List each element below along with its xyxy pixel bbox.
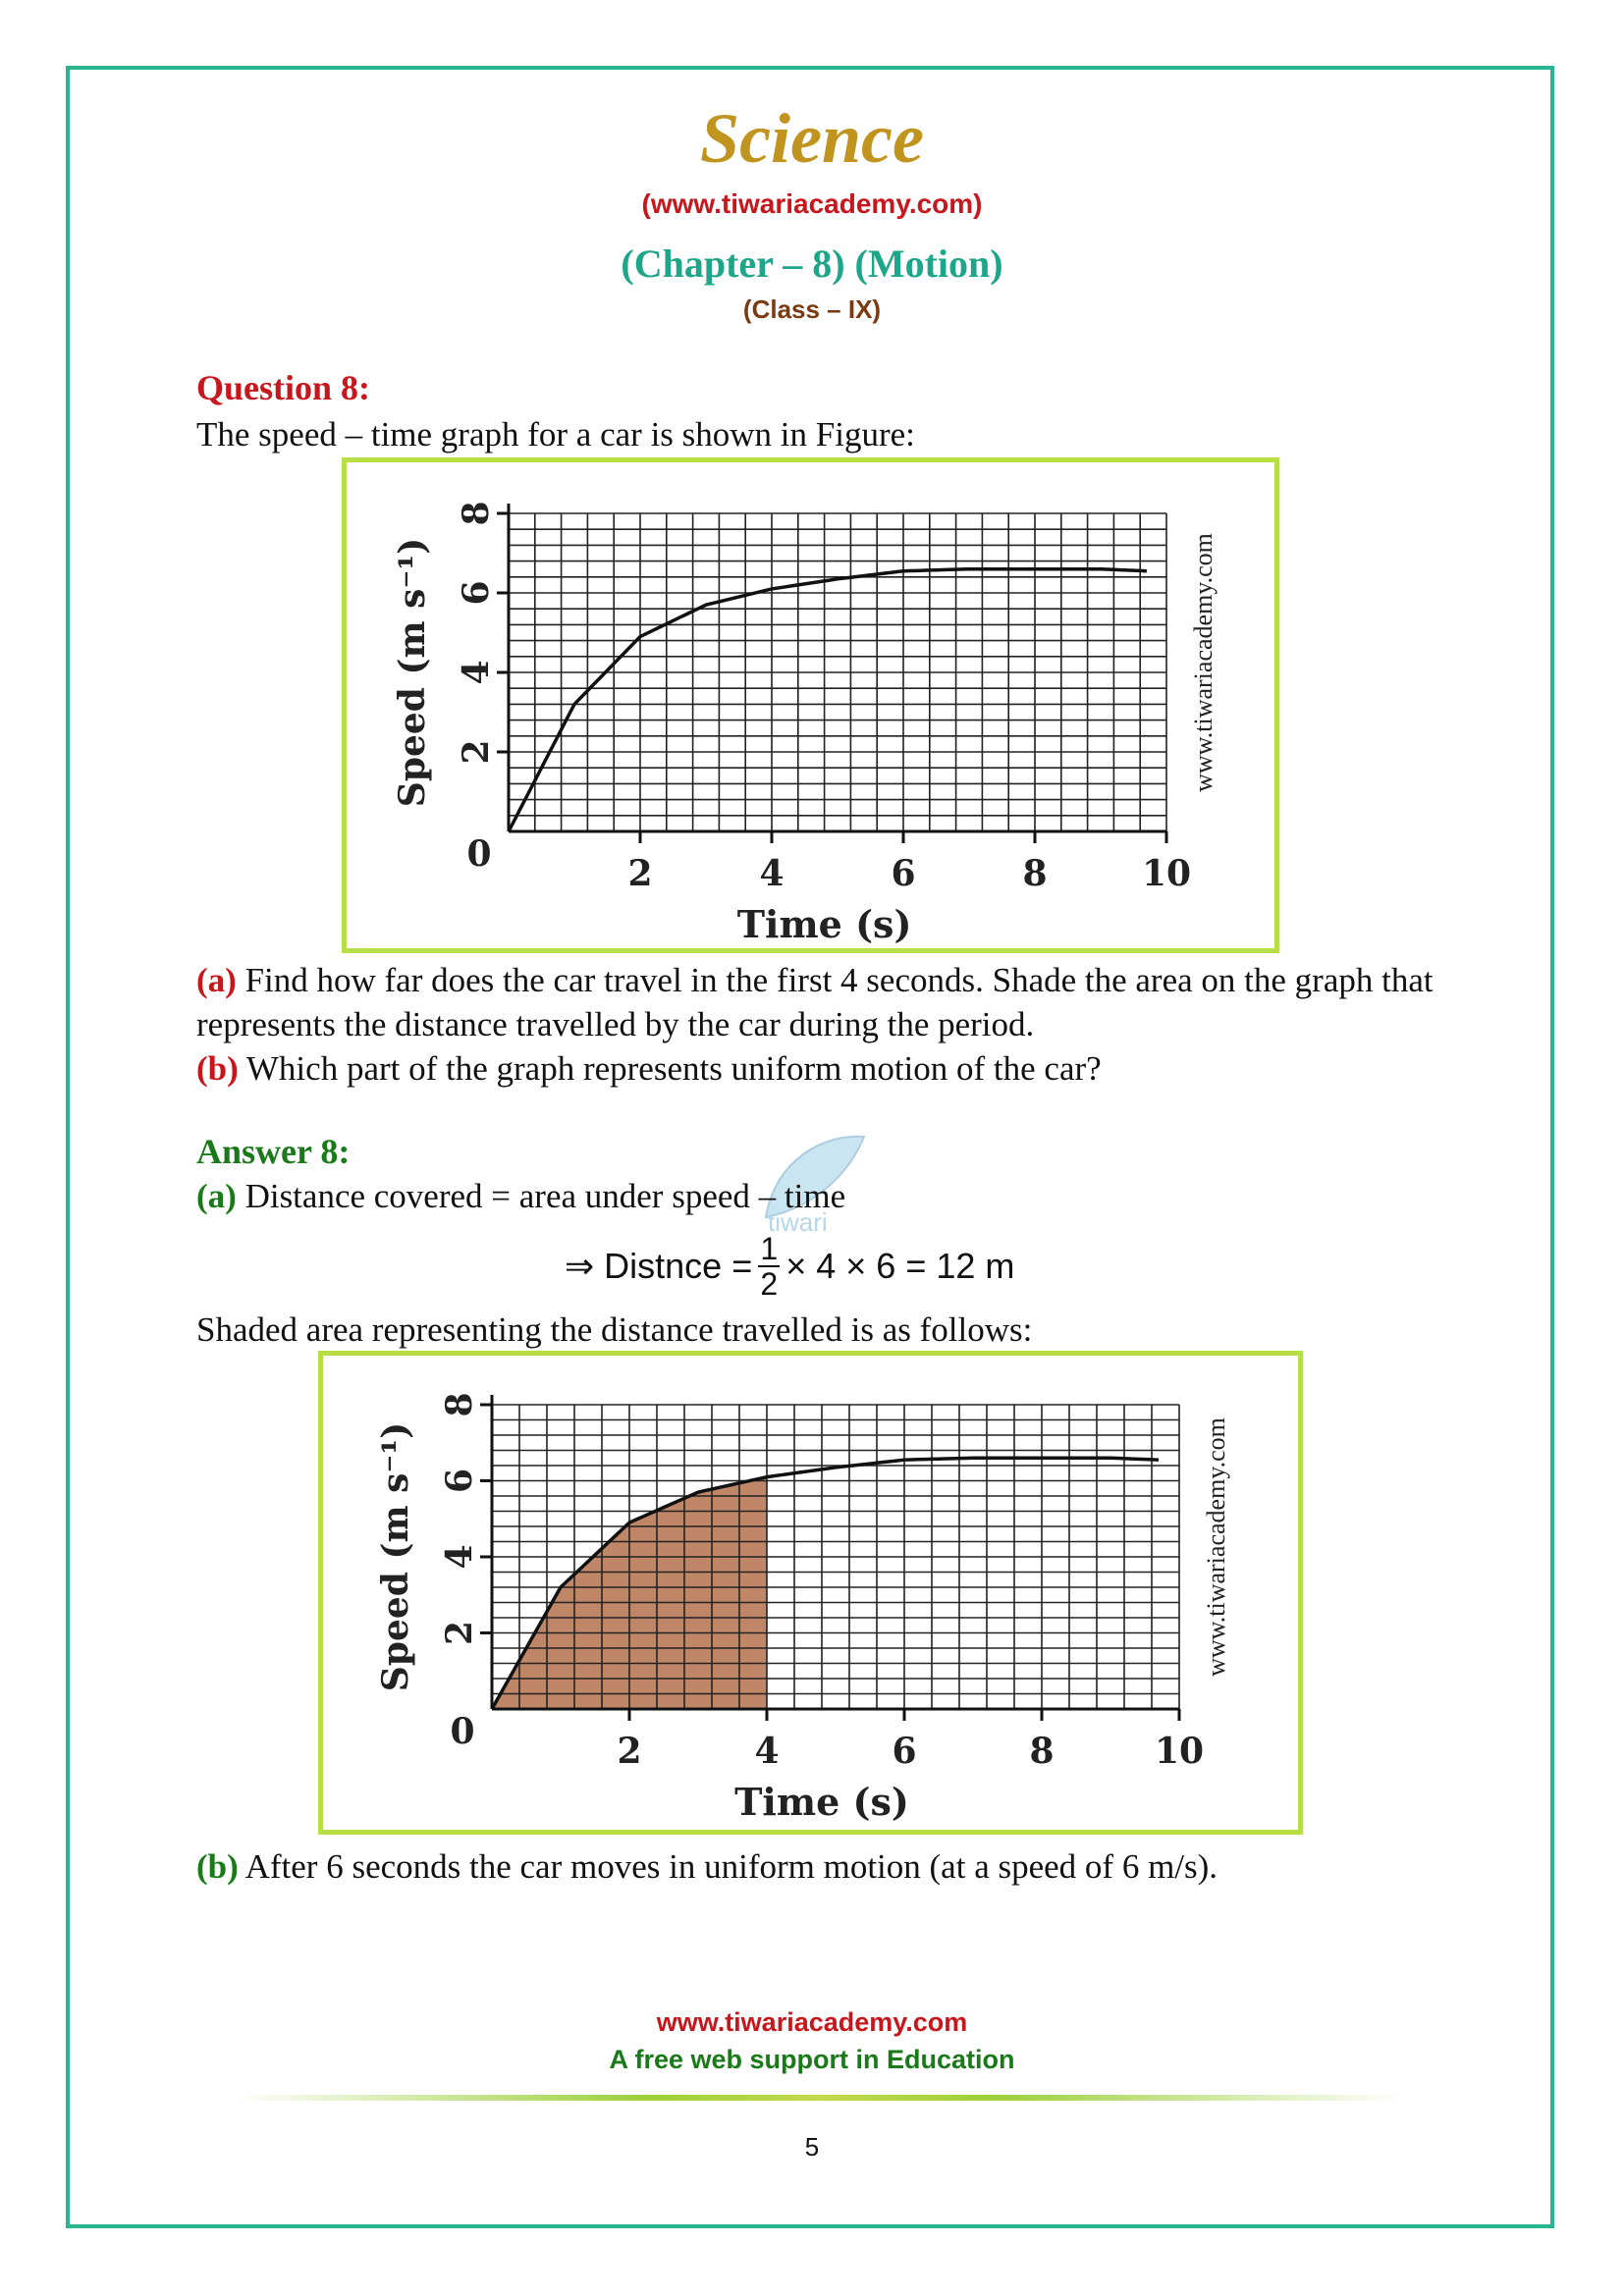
y-tick-label: 2 bbox=[456, 739, 497, 765]
logo-text: tiwari bbox=[768, 1207, 828, 1237]
formula-rhs: × 4 × 6 = 12 m bbox=[785, 1246, 1015, 1286]
x-tick-label: 6 bbox=[892, 1731, 917, 1772]
y-axis-label: Speed (m s⁻¹) bbox=[392, 537, 433, 808]
footer-divider bbox=[236, 2095, 1404, 2101]
graph-2-box bbox=[318, 1351, 1303, 1835]
chapter-heading: (Chapter – 8) (Motion) bbox=[621, 241, 1003, 286]
graph-watermark: www.tiwariacademy.com bbox=[1201, 1417, 1230, 1677]
part-a-label: (a) bbox=[196, 961, 237, 999]
x-axis-label: Time (s) bbox=[736, 902, 912, 946]
fraction-numerator: 1 bbox=[760, 1231, 779, 1266]
y-tick-label: 2 bbox=[439, 1620, 480, 1646]
x-tick-label: 2 bbox=[627, 853, 653, 894]
x-axis-label: Time (s) bbox=[734, 1780, 909, 1824]
x-tick-label: 8 bbox=[1029, 1731, 1055, 1772]
part-b-label: (b) bbox=[196, 1049, 239, 1088]
answer-a-text: Distance covered = area under speed – time bbox=[236, 1177, 846, 1215]
header-site: (www.tiwariacademy.com) bbox=[641, 188, 983, 219]
answer-heading: Answer 8: bbox=[196, 1132, 351, 1171]
question-intro: The speed – time graph for a car is shown in Figure: bbox=[196, 415, 915, 454]
question-part-b bbox=[196, 1046, 1434, 1091]
graph-1-box bbox=[342, 457, 1279, 953]
class-label: (Class – IX) bbox=[742, 294, 882, 324]
y-tick-label: 6 bbox=[439, 1468, 480, 1494]
fraction-half bbox=[758, 1232, 780, 1301]
x-tick-label: 2 bbox=[617, 1731, 642, 1772]
footer-site: www.tiwariacademy.com bbox=[656, 2007, 968, 2037]
page-title: Science bbox=[700, 99, 924, 178]
x-tick-label: 10 bbox=[1154, 1731, 1205, 1772]
part-b-text: Which part of the graph represents uniform motion of the car? bbox=[238, 1049, 1102, 1088]
question-heading: Question 8: bbox=[196, 368, 371, 407]
y-axis-label: Speed (m s⁻¹) bbox=[375, 1421, 416, 1692]
y-tick-label: 4 bbox=[439, 1544, 480, 1570]
origin-label: 0 bbox=[450, 1711, 475, 1752]
y-tick-label: 8 bbox=[439, 1392, 480, 1417]
speed-time-graph bbox=[347, 462, 1274, 948]
y-tick-label: 4 bbox=[456, 660, 497, 685]
x-tick-label: 4 bbox=[759, 853, 785, 894]
y-tick-label: 8 bbox=[456, 501, 497, 526]
answer-a-label: (a) bbox=[196, 1177, 237, 1215]
answer-part-a bbox=[196, 1174, 1434, 1218]
footer-tagline: A free web support in Education bbox=[609, 2045, 1015, 2074]
answer-b-label: (b) bbox=[196, 1847, 239, 1886]
question-part-a bbox=[196, 958, 1434, 1046]
graph-watermark: www.tiwariacademy.com bbox=[1188, 533, 1218, 792]
answer-b-text: After 6 seconds the car moves in uniform motion (at a speed of 6 m/s). bbox=[238, 1847, 1218, 1886]
x-tick-label: 8 bbox=[1022, 853, 1048, 894]
x-tick-label: 4 bbox=[754, 1731, 780, 1772]
answer-part-b bbox=[196, 1844, 1434, 1889]
fraction-denominator: 2 bbox=[760, 1266, 779, 1302]
distance-formula bbox=[565, 1227, 1014, 1306]
x-tick-label: 6 bbox=[891, 853, 916, 894]
origin-label: 0 bbox=[466, 833, 492, 875]
page-number: 5 bbox=[804, 2132, 820, 2162]
formula-lhs: ⇒ Distnce = bbox=[565, 1246, 753, 1286]
shaded-intro: Shaded area representing the distance travelled is as follows: bbox=[196, 1310, 1033, 1349]
x-tick-label: 10 bbox=[1141, 853, 1192, 894]
shaded-speed-time-graph bbox=[323, 1356, 1298, 1830]
y-tick-label: 6 bbox=[456, 580, 497, 606]
part-a-text: Find how far does the car travel in the first 4 seconds. Shade the area on the graph that represents the distance travelled by the car during the period. bbox=[196, 961, 1434, 1043]
